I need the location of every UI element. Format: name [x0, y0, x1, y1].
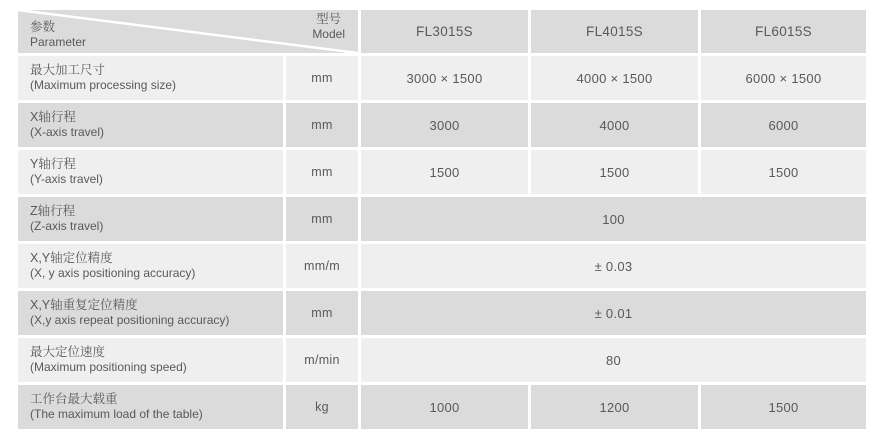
unit-cell: m/min — [286, 338, 358, 382]
row-label-zh: X轴行程 — [30, 110, 76, 124]
row-label-zh: 最大加工尺寸 — [30, 63, 106, 77]
value-cell: 6000 — [701, 103, 866, 147]
row-label-y-axis-travel — [18, 150, 283, 194]
value-cell: 6000 × 1500 — [701, 56, 866, 100]
row-label-max-processing-size — [18, 56, 283, 100]
value-cell: 4000 — [531, 103, 698, 147]
value-cell: 1500 — [531, 150, 698, 194]
row-label-en: (Maximum positioning speed) — [30, 360, 187, 374]
row-label-z-axis-travel — [18, 197, 283, 241]
parameter-header-en: Parameter — [30, 35, 87, 49]
column-header-fl3015s: FL3015S — [361, 10, 528, 53]
value-cell: 3000 × 1500 — [361, 56, 528, 100]
value-cell-span: 80 — [361, 338, 866, 382]
unit-cell: mm/m — [286, 244, 358, 288]
model-header-en: Model — [312, 27, 345, 41]
unit-cell: mm — [286, 150, 358, 194]
row-label-en: (The maximum load of the table) — [30, 407, 203, 421]
row-label-repeat-positioning-accuracy — [18, 291, 283, 335]
value-cell-span: ± 0.03 — [361, 244, 866, 288]
unit-cell: mm — [286, 197, 358, 241]
value-cell: 3000 — [361, 103, 528, 147]
row-label-en: (Y-axis travel) — [30, 172, 103, 186]
parameter-header-zh: 参数 — [30, 20, 56, 34]
table-corner-header-cell — [18, 10, 358, 53]
row-label-en: (Z-axis travel) — [30, 219, 104, 233]
row-label-zh: 最大定位速度 — [30, 345, 106, 359]
row-label-x-axis-travel — [18, 103, 283, 147]
value-cell-span: ± 0.01 — [361, 291, 866, 335]
value-cell: 1500 — [701, 385, 866, 429]
model-header-label — [312, 12, 345, 42]
column-header-fl6015s: FL6015S — [701, 10, 866, 53]
row-label-en: (Maximum processing size) — [30, 78, 177, 92]
value-cell: 4000 × 1500 — [531, 56, 698, 100]
column-header-fl4015s: FL4015S — [531, 10, 698, 53]
unit-cell: mm — [286, 291, 358, 335]
unit-cell: mm — [286, 56, 358, 100]
row-label-en: (X-axis travel) — [30, 125, 105, 139]
model-header-zh: 型号 — [316, 12, 342, 26]
value-cell: 1500 — [701, 150, 866, 194]
row-label-max-table-load — [18, 385, 283, 429]
row-label-max-positioning-speed — [18, 338, 283, 382]
row-label-zh: 工作台最大载重 — [30, 392, 118, 406]
row-label-zh: X,Y轴重复定位精度 — [30, 298, 138, 312]
value-cell: 1000 — [361, 385, 528, 429]
value-cell: 1200 — [531, 385, 698, 429]
value-cell: 1500 — [361, 150, 528, 194]
unit-cell: kg — [286, 385, 358, 429]
row-label-zh: Z轴行程 — [30, 204, 76, 218]
row-label-en: (X,y axis repeat positioning accuracy) — [30, 313, 230, 327]
unit-cell: mm — [286, 103, 358, 147]
row-label-en: (X, y axis positioning accuracy) — [30, 266, 196, 280]
row-label-zh: X,Y轴定位精度 — [30, 251, 113, 265]
parameter-header-label — [30, 20, 86, 50]
value-cell-span: 100 — [361, 197, 866, 241]
row-label-positioning-accuracy — [18, 244, 283, 288]
row-label-zh: Y轴行程 — [30, 157, 76, 171]
spec-table — [18, 10, 866, 429]
